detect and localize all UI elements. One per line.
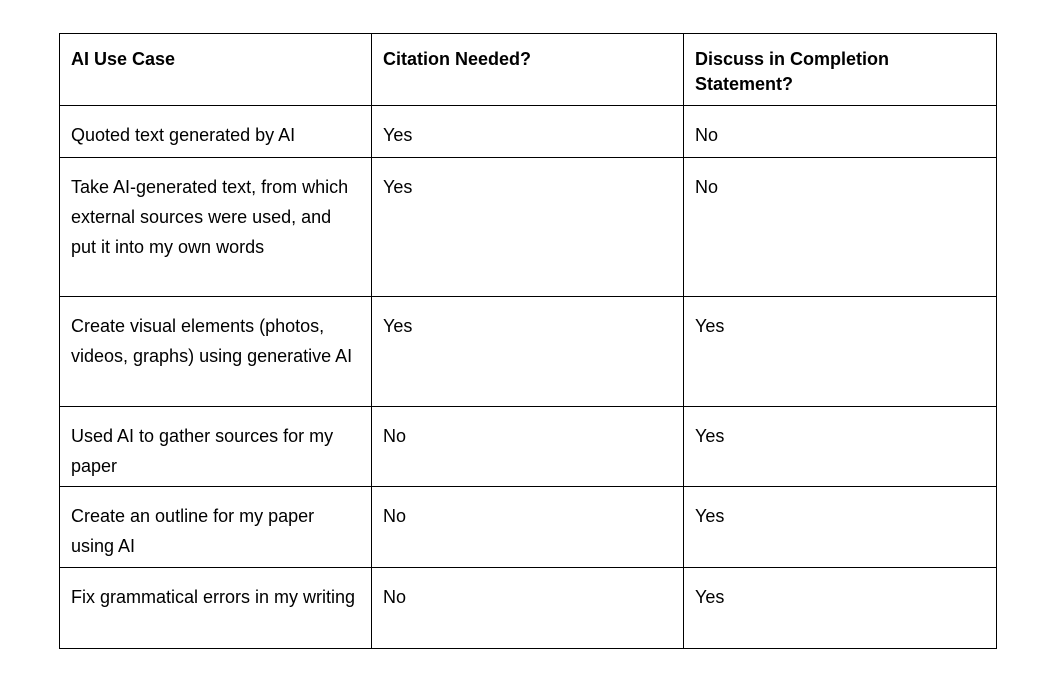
cell-discuss: No — [684, 158, 997, 297]
cell-citation: No — [372, 407, 684, 487]
table-row — [60, 158, 997, 297]
cell-use-case: Create visual elements (photos, videos, graphs) using generative AI — [60, 297, 372, 407]
table-row — [60, 487, 997, 568]
cell-discuss: Yes — [684, 487, 997, 568]
cell-use-case: Create an outline for my paper using AI — [60, 487, 372, 568]
cell-discuss: Yes — [684, 297, 997, 407]
table-row — [60, 568, 997, 649]
cell-citation: No — [372, 568, 684, 649]
cell-use-case: Used AI to gather sources for my paper — [60, 407, 372, 487]
header-citation-needed: Citation Needed? — [372, 34, 684, 106]
table-row — [60, 106, 997, 158]
cell-citation: Yes — [372, 106, 684, 158]
cell-discuss: Yes — [684, 407, 997, 487]
cell-citation: No — [372, 487, 684, 568]
ai-use-table — [59, 33, 997, 649]
cell-citation: Yes — [372, 158, 684, 297]
table-row — [60, 407, 997, 487]
header-discuss-completion: Discuss in Completion Statement? — [684, 34, 997, 106]
cell-discuss: No — [684, 106, 997, 158]
table-row — [60, 297, 997, 407]
header-row — [60, 34, 997, 106]
cell-use-case: Fix grammatical errors in my writing — [60, 568, 372, 649]
cell-use-case: Quoted text generated by AI — [60, 106, 372, 158]
cell-use-case: Take AI-generated text, from which external sources were used, and put it into my own words — [60, 158, 372, 297]
cell-citation: Yes — [372, 297, 684, 407]
cell-discuss: Yes — [684, 568, 997, 649]
header-ai-use-case: AI Use Case — [60, 34, 372, 106]
